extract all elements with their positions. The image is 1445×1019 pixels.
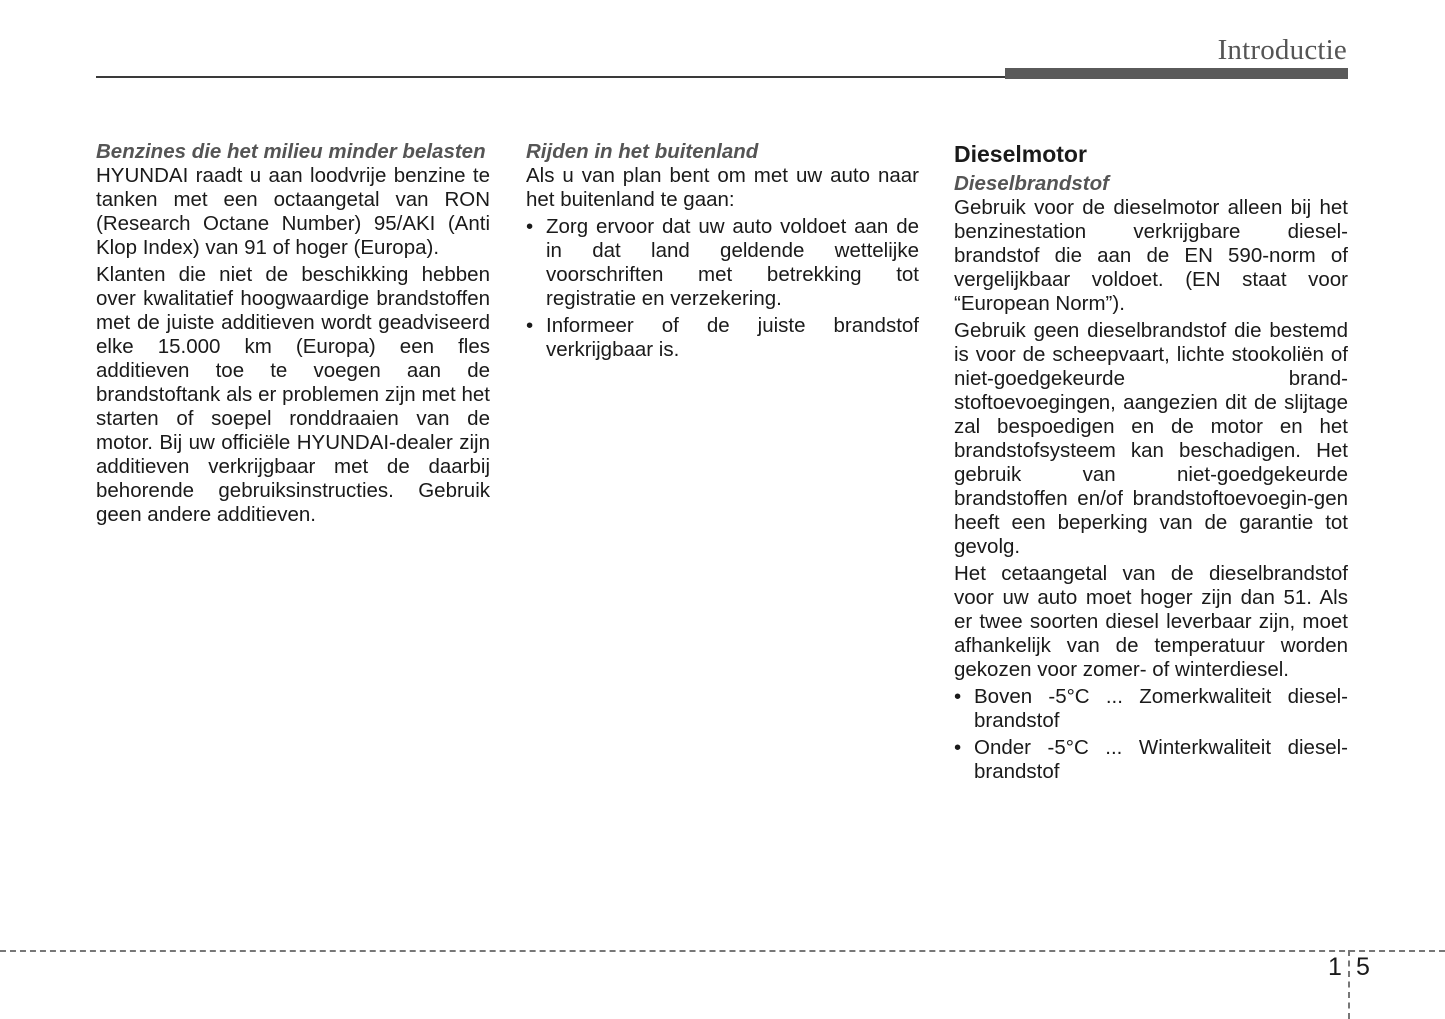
- paragraph: Klanten die niet de beschikking hebben over kwalitatief hoogwaardige brandstoffen met de juiste additieven wordt geadviseerd elke 15.000 km (Europa) een fles additieven toe te voegen aan de brandstoftank als er problemen zijn met het starten of soepel ronddraaien van de motor. Bij uw officiële HYUNDAI-dealer zijn additieven verkrijgbaar met de daarbij behorende gebruiksinstructies. Gebruik geen andere additieven.: [96, 263, 490, 526]
- list-item: • Onder -5°C ... Winterkwaliteit diesel-brandstof: [954, 736, 1348, 784]
- bullet-list: [954, 685, 1348, 784]
- section-subheading: Benzines die het milieu minder belasten: [96, 140, 486, 163]
- page-section-title: Introductie: [1217, 34, 1347, 66]
- list-item: • Boven -5°C ... Zomerkwaliteit diesel-brandstof: [954, 685, 1348, 733]
- column-left: [96, 140, 490, 530]
- header-accent-bar: [1005, 68, 1348, 79]
- footer-divider: [0, 950, 1445, 952]
- bullet-list: [526, 215, 919, 362]
- section-subheading: Rijden in het buitenland: [526, 140, 759, 163]
- paragraph: Gebruik voor de dieselmotor alleen bij het benzinestation verkrijgbare diesel-brandstof die aan de EN 590-norm of vergelijkbaar voldoet. (EN staat voor “European Norm”).: [954, 196, 1348, 315]
- paragraph: Gebruik geen dieselbrandstof die bestemd is voor de scheepvaart, lichte stookoliën of niet-goedgekeurde brand-stoftoevoegingen, aangezien dit de slijtage zal bespoedigen en de motor en het brandstofsysteem kan beschadigen. Het gebruik van niet-goedgekeurde brandstoffen en/of brandstoftoevoegin-gen heeft een beperking van de garantie tot gevolg.: [954, 319, 1348, 558]
- page-number-separator: [1348, 950, 1350, 1019]
- column-right: [954, 140, 1348, 787]
- section-subheading: Dieselbrandstof: [954, 172, 1109, 195]
- header-rule: [96, 76, 1006, 78]
- list-item: • Zorg ervoor dat uw auto voldoet aan de in dat land geldende wettelijke voorschriften met betrekking tot registratie en verzekering.: [526, 215, 919, 311]
- column-middle: [526, 140, 919, 365]
- paragraph: Als u van plan bent om met uw auto naar het buitenland te gaan:: [526, 164, 919, 211]
- paragraph: HYUNDAI raadt u aan loodvrije benzine te tanken met een octaangetal van RON (Research Octane Number) 95/AKI (Anti Klop Index) van 91 of hoger (Europa).: [96, 164, 490, 259]
- paragraph: Het cetaangetal van de dieselbrandstof voor uw auto moet hoger zijn dan 51. Als er twee soorten diesel leverbaar zijn, moet afhankelijk van de temperatuur worden gekozen voor zomer- of winterdiesel.: [954, 562, 1348, 681]
- chapter-number: 1: [1328, 953, 1342, 981]
- page-number: 5: [1356, 953, 1370, 981]
- list-item: • Informeer of de juiste brandstof verkrijgbaar is.: [526, 314, 919, 362]
- section-heading: Dieselmotor: [954, 141, 1087, 167]
